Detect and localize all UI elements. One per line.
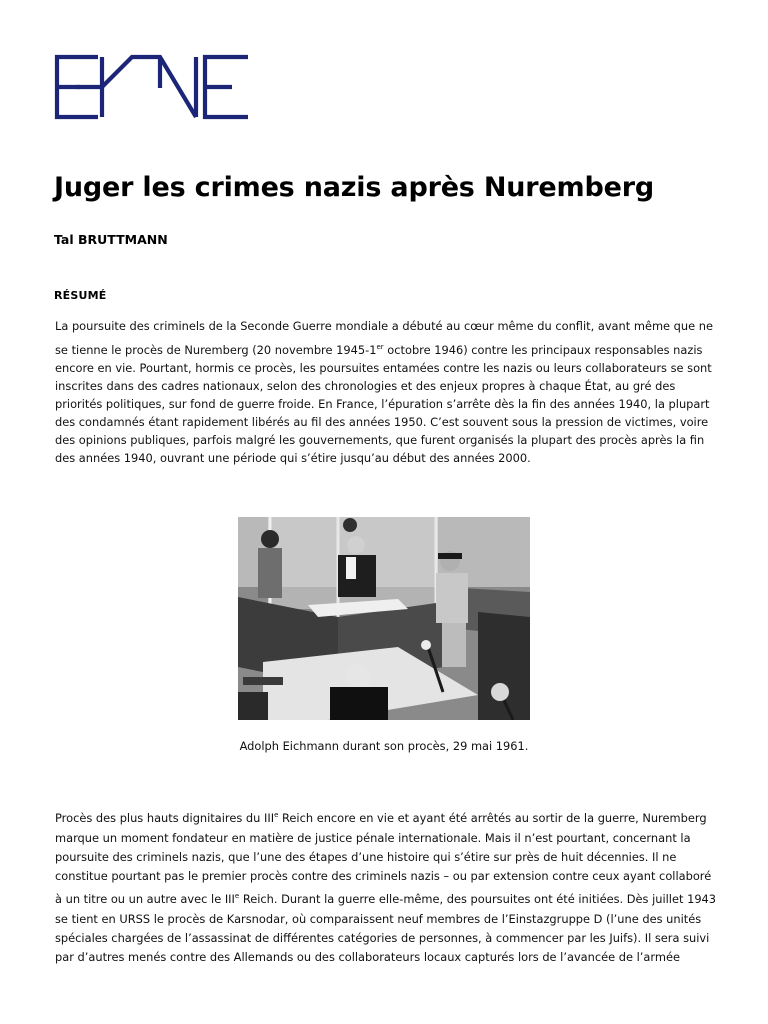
line-text: marque un moment fondateur en matière de justice pénale internationale. Mais il n’est pourtant, concernant la	[55, 831, 691, 845]
ehne-logo	[54, 54, 250, 120]
line-text: inscrites dans des cadres nationaux, selon des chronologies et des enjeux propres à chaque État, au gré des	[55, 379, 676, 393]
line-text: des opinions publiques, parfois malgré les gouvernements, que furent organisés la plupart des procès après la fin	[55, 433, 705, 447]
line-text: par d’autres menés contre des Allemands ou des collaborateurs locaux capturés lors de l’avancée de l’armée	[55, 950, 680, 964]
line-text: à un titre ou un autre avec le III	[55, 892, 235, 906]
line-text: La poursuite des criminels de la Seconde Guerre mondiale a débuté au cœur même du conflit, avant même que ne	[55, 319, 713, 333]
figure-caption: Adolph Eichmann durant son procès, 29 mai 1961.	[239, 739, 529, 753]
line-text: spéciales chargées de l’assassinat de différentes catégories de personnes, à commencer par les Juifs). Il sera suivi	[55, 931, 710, 945]
line-text: constitue pourtant pas le premier procès contre des criminels nazis – ou par extension contre ceux ayant collaboré	[55, 869, 712, 883]
body-line	[55, 931, 709, 945]
line-text: se tienne le procès de Nuremberg (20 novembre 1945-1	[55, 343, 377, 357]
body-line	[55, 850, 676, 864]
body-line	[55, 892, 716, 906]
line-text: priorités politiques, sur fond de guerre froide. En France, l’épuration s’arrête dès la fin des années 1940, la plupart	[55, 397, 710, 411]
summary-line	[55, 361, 712, 375]
line-text: des années 1940, ouvrant une période qui s’étire jusqu’au début des années 2000.	[55, 451, 531, 465]
summary-heading: RÉSUMÉ	[54, 289, 107, 302]
superscript: e	[234, 892, 240, 901]
line-text: Procès des plus hauts dignitaires du III	[55, 811, 275, 825]
summary-line	[55, 433, 704, 447]
article-title: Juger les crimes nazis après Nuremberg	[54, 172, 654, 203]
body-line	[55, 831, 691, 845]
superscript: e	[274, 811, 279, 820]
line-text: poursuite des criminels nazis, que l’une des étapes d’une histoire qui s’étire sur près de huit décennies. Il ne	[55, 850, 677, 864]
superscript: er	[376, 343, 384, 352]
summary-line	[55, 415, 708, 429]
summary-line	[55, 379, 675, 393]
line-text: se tient en URSS le procès de Karsnodar, où comparaissent neuf membres de l’Einstazgruppe D (l’une des unités	[55, 912, 702, 926]
trial-photo-illustration	[238, 517, 530, 720]
body-line	[55, 912, 701, 926]
body-line	[55, 869, 711, 883]
line-text: octobre 1946) contre les principaux responsables nazis	[383, 343, 703, 357]
article-author: Tal BRUTTMANN	[54, 232, 168, 247]
summary-line	[55, 343, 702, 357]
summary-line	[55, 397, 710, 411]
body-line	[55, 811, 707, 825]
line-text: des condamnés étant rapidement libérés au fil des années 1950. C’est souvent sous la pression de victimes, voire	[55, 415, 709, 429]
line-text: Reich. Durant la guerre elle-même, des poursuites ont été initiées. Dès juillet 1943	[239, 892, 717, 906]
body-line	[55, 950, 680, 964]
summary-line	[55, 451, 531, 465]
eichmann-trial-photo	[238, 517, 530, 720]
line-text: Reich encore en vie et ayant été arrêtés au sortir de la guerre, Nuremberg	[278, 811, 707, 825]
line-text: encore en vie. Pourtant, hormis ce procès, les poursuites entamées contre les nazis ou leurs collaborateurs se sont	[55, 361, 712, 375]
summary-line	[55, 319, 713, 333]
